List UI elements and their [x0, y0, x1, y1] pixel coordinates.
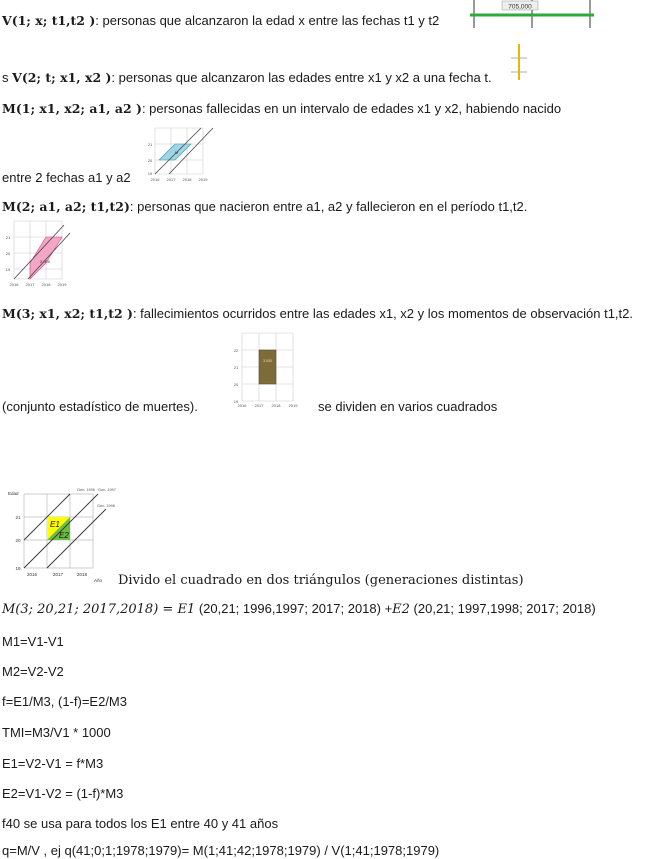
diagram-xtick: 2017	[52, 572, 64, 577]
def-m3	[2, 306, 633, 322]
m1-ytick: 20	[147, 158, 153, 163]
m2-xtick: 2016	[9, 282, 19, 287]
v2-description: : personas que alcanzaron las edades entre x1 y x2 a una fecha t.	[111, 70, 492, 85]
m3-continuation: (conjunto estadístico de muertes).	[2, 399, 198, 414]
equation-e1-args: (20,21; 1996,1997; 2017; 2018) +	[195, 601, 393, 616]
def-m2	[2, 199, 527, 215]
m1-continuation: entre 2 fechas a1 y a2	[2, 170, 131, 185]
equation-e2: E2	[392, 602, 410, 617]
lexis-diagram	[2, 486, 120, 584]
m2-ytick: 19	[5, 267, 11, 272]
m3-ytick: 20	[233, 382, 239, 387]
m2-xtick: 2017	[25, 282, 35, 287]
gen-label: Gen. 1996	[77, 488, 95, 492]
formula-line: M2=V2-V2	[2, 664, 64, 679]
m2-ytick: 20	[5, 251, 11, 256]
formula-line: M1=V1-V1	[2, 634, 64, 649]
m2-xtick: 2018	[41, 282, 51, 287]
equation-e1: E1	[177, 602, 196, 617]
formula-line: TMI=M3/V1 * 1000	[2, 725, 111, 740]
m3-xtick: 2018	[271, 403, 281, 408]
def-m1	[2, 101, 561, 117]
m3-xtick: 2017	[254, 403, 264, 408]
m1-xtick: 2017	[166, 177, 176, 182]
formula-line: E2=V1-V2 = (1-f)*M3	[2, 786, 124, 801]
m2-lexis-chart	[2, 215, 74, 289]
v2-symbol: V(2; t; x1, x2 )	[12, 70, 112, 85]
equation	[2, 601, 596, 618]
m1-ytick: 21	[147, 142, 153, 147]
m3-ytick: 21	[233, 365, 239, 370]
gen-label: Gen. 1998	[97, 504, 115, 508]
diagram-xtick: 2018	[76, 572, 88, 577]
m3-lexis-chart	[228, 325, 310, 410]
m1-band-label: M	[175, 150, 179, 155]
m3-symbol: M(3; x1, x2; t1,t2 )	[2, 306, 133, 321]
diagram-caption: Divido el cuadrado en dos triángulos (generaciones distintas)	[118, 573, 524, 588]
formula-line: f=E1/M3, (1-f)=E2/M3	[2, 694, 127, 709]
def-v1	[2, 13, 439, 29]
m3-after: se dividen en varios cuadrados	[318, 399, 498, 414]
v1-lexis-thumbnail	[470, 0, 594, 28]
m2-band-label: 2.000	[40, 259, 51, 264]
gen-label: Gen. 1997	[98, 488, 116, 492]
v2-lexis-thumbnail	[511, 44, 527, 80]
e1-label: E1	[50, 520, 60, 529]
m1-description: : personas fallecidas en un intervalo de edades x1 y x2, habiendo nacido	[141, 101, 562, 116]
v1-thumb-label: 705,000	[508, 3, 532, 11]
m3-description: : fallecimientos ocurridos entre las edades x1, x2 y los momentos de observación t1,t2.	[132, 306, 633, 321]
m2-symbol: M(2; a1, a2; t1,t2)	[2, 199, 130, 214]
diagram-ylabel: Edad	[8, 491, 19, 496]
e2-label: E2	[59, 531, 69, 540]
m1-ytick: 19	[147, 171, 153, 176]
diagram-ytick: 19	[15, 566, 21, 571]
m2-ytick: 21	[5, 235, 11, 240]
formula-line: E1=V2-V1 = f*M3	[2, 756, 104, 771]
diagram-xtick: 2016	[26, 572, 38, 577]
formula-line: q=M/V , ej q(41;0;1;1978;1979)= M(1;41;42;1978;1979) / V(1;41;1978;1979)	[2, 843, 440, 858]
m3-xtick: 2019	[288, 403, 298, 408]
m1-xtick: 2016	[150, 177, 160, 182]
v1-symbol: V(1; x; t1,t2 )	[2, 13, 96, 28]
m3-ytick: 19	[233, 399, 239, 404]
v1-description: : personas que alcanzaron la edad x entre las fechas t1 y t2	[95, 13, 440, 28]
equation-e2-args: (20,21; 1997,1998; 2017; 2018)	[409, 601, 596, 616]
m3-xtick: 2016	[237, 403, 247, 408]
m3-band-label: 3.000	[263, 359, 272, 363]
m3-ytick: 22	[233, 348, 239, 353]
diagram-ytick: 20	[15, 538, 21, 543]
equation-lhs: M(3; 20,21; 2017,2018) =	[2, 602, 178, 617]
diagram-xlabel: Año	[94, 578, 103, 583]
m1-xtick: 2019	[198, 177, 208, 182]
diagram-ytick: 21	[15, 515, 21, 520]
m1-symbol: M(1; x1, x2; a1, a2 )	[2, 101, 142, 116]
m1-xtick: 2018	[182, 177, 192, 182]
formula-line: f40 se usa para todos los E1 entre 40 y 41 años	[2, 816, 279, 831]
v2-prefix: s	[2, 70, 13, 85]
m2-description: : personas que nacieron entre a1, a2 y fallecieron en el período t1,t2.	[129, 199, 528, 214]
def-v2	[2, 70, 492, 86]
m1-lexis-chart	[145, 120, 217, 186]
m2-xtick: 2019	[57, 282, 67, 287]
